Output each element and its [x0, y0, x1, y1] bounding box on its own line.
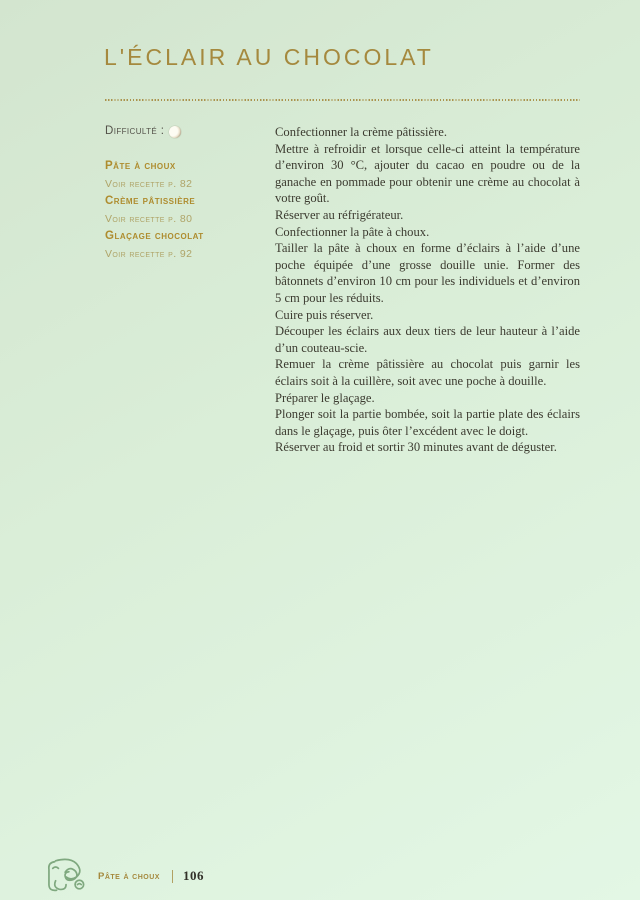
- instructions-column: [275, 124, 580, 456]
- instruction-step: Confectionner la crème pâtissière.: [275, 125, 448, 139]
- component-recipe-reference: Voir recette p. 80: [105, 212, 193, 225]
- instruction-step: Remuer la crème pâtissière au chocolat puis garnir les éclairs soit à la cuillère, soit avec une poche à douille.: [275, 357, 580, 388]
- instruction-step: Réserver au froid et sortir 30 minutes avant de déguster.: [275, 440, 557, 455]
- footer-divider: |: [170, 867, 174, 884]
- component-recipe-reference: Voir recette p. 82: [105, 177, 193, 190]
- dotted-divider: [105, 99, 580, 101]
- page-title: L'ÉCLAIR AU CHOCOLAT: [104, 44, 434, 70]
- instruction-step: Préparer le glaçage.: [275, 390, 375, 405]
- instruction-step: Mettre à refroidir et lorsque celle-ci atteint la température d’environ 30 °C, ajouter du cacao en poudre ou de la ganache en pommade pour obtenir une crème au chocolat à votre goût.: [275, 141, 580, 206]
- instruction-step: Découper les éclairs aux deux tiers de leur hauteur à l’aide d’un couteau-scie.: [275, 324, 580, 355]
- instruction-step: Confectionner la pâte à choux.: [275, 224, 430, 239]
- page-footer: [44, 855, 204, 897]
- component-name: Pâte à choux: [105, 160, 176, 172]
- component-name: Glaçage chocolat: [105, 230, 204, 242]
- component-item: [105, 193, 275, 228]
- recipe-sidebar: [105, 124, 275, 456]
- component-item: [105, 228, 275, 263]
- instruction-step: Réserver au réfrigérateur.: [275, 207, 404, 222]
- instruction-step: Cuire puis réserver.: [275, 307, 374, 322]
- page-number: 106: [182, 868, 204, 883]
- component-recipe-reference: Voir recette p. 92: [105, 247, 193, 260]
- footer-section-label: Pâte à choux: [98, 870, 160, 882]
- difficulty-label: Difficulté :: [105, 125, 165, 137]
- component-name: Crème pâtissière: [105, 195, 196, 207]
- difficulty-level-icon: [169, 126, 181, 138]
- recipe-content: [105, 124, 580, 456]
- instruction-step: Plonger soit la partie bombée, soit la partie plate des éclairs dans le glaçage, puis ôter l’excédent avec le doigt.: [275, 407, 580, 438]
- instruction-step: Tailler la pâte à choux en forme d’éclairs à l’aide d’une poche équipée d’une grosse douille unie. Former des bâtonnets d’environ 10 cm pour les individuels et d’environ 5 cm pour les réduits.: [275, 241, 580, 305]
- difficulty-row: [105, 124, 275, 139]
- component-list: [105, 158, 275, 263]
- spiral-glyph-logo-icon: [44, 857, 90, 895]
- component-item: [105, 158, 275, 193]
